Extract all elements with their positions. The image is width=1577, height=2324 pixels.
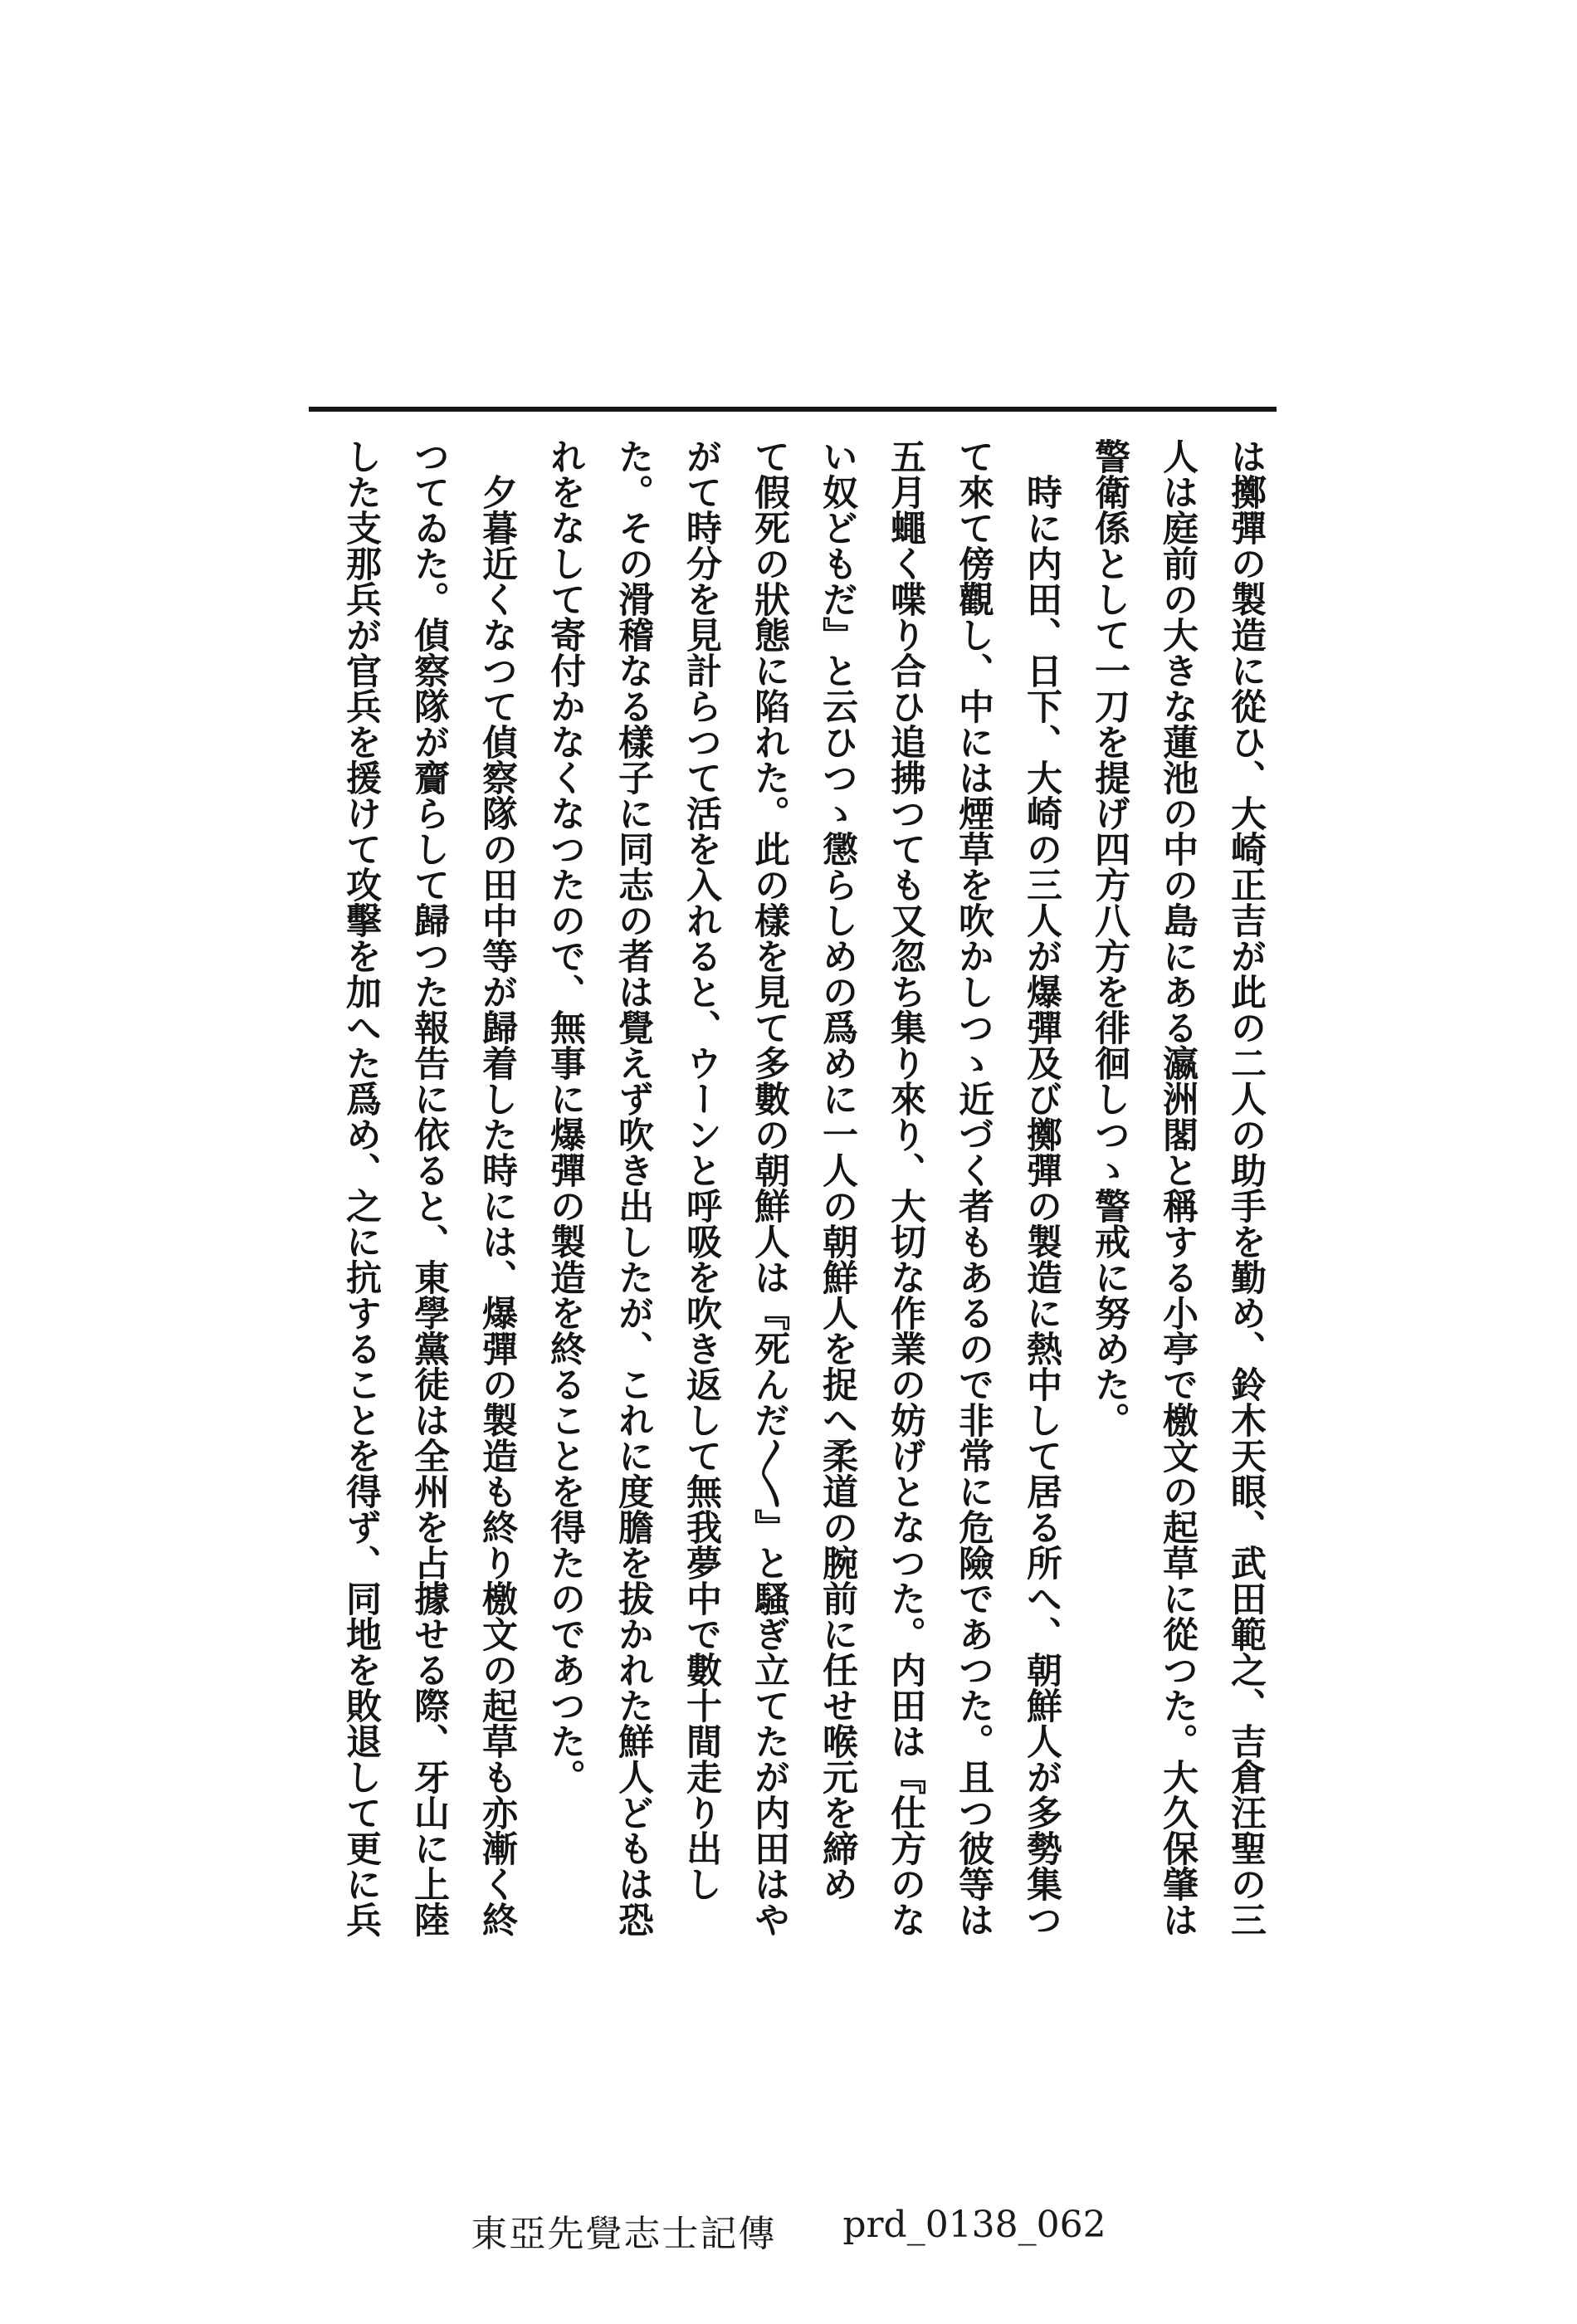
page-footer <box>0 2204 1577 2257</box>
text-column: い奴どもだ』と云ひつゝ懲らしめの爲めに一人の朝鮮人を捉へ柔道の腕前に任せ喉元を締め <box>817 438 858 1902</box>
vertical-text-block <box>315 438 1278 1982</box>
text-column: て假死の狀態に陷れた。此の樣を見て多數の朝鮮人は『死んだ〳〵』と騷ぎ立てたが内田はや <box>749 438 790 1937</box>
page-code: prd_0138_062 <box>842 2204 1106 2246</box>
text-column: した支那兵が官兵を援けて攻擊を加へた爲め、之に抗することを得ず、同地を敗退して更に兵 <box>340 438 382 1937</box>
header-rule <box>309 407 1277 412</box>
text-column: て來て傍觀し、中には煙草を吹かしつゝ近づく者もあるので非常に危險であつた。且つ彼等は <box>953 438 994 1937</box>
text-column: 警衛係として一刀を提げ四方八方を徘徊しつゝ警戒に努めた。 <box>1089 438 1130 1438</box>
text-column: つてゐた。偵察隊が齎らして歸つた報告に依ると、東學黨徒は全州を占據せる際、牙山に上陸 <box>408 438 450 1937</box>
text-column: 時に内田、日下、大崎の三人が爆彈及び擲彈の製造に熱中して居る所へ、朝鮮人が多勢集つ <box>1021 438 1062 1937</box>
text-column: は擲彈の製造に從ひ、大崎正吉が此の二人の助手を勤め、鈴木天眼、武田範之、吉倉汪聖の三 <box>1225 438 1267 1937</box>
text-column: 人は庭前の大きな蓮池の中の島にある瀛洲閣と稱する小亭で檄文の起草に從つた。大久保肇は <box>1157 438 1199 1937</box>
text-column: 五月蠅く喋り合ひ追拂つても又忽ち集り來り、大切な作業の妨げとなつた。内田は『仕方のな <box>885 438 926 1937</box>
text-column: た。その滑稽なる樣子に同志の者は覺えず吹き出したが、これに度膽を拔かれた鮮人どもは恐 <box>613 438 654 1937</box>
text-column: れをなして寄付かなくなつたので、無事に爆彈の製造を終ることを得たのであつた。 <box>544 438 586 1794</box>
book-title: 東亞先覺志士記傳 <box>471 2213 777 2255</box>
text-column: 夕暮近くなつて偵察隊の田中等が歸着した時には、爆彈の製造も終り檄文の起草も亦漸く終 <box>476 438 518 1937</box>
text-column: がて時分を見計らつて活を入れると、ウーンと呼吸を吹き返して無我夢中で數十間走り出し <box>681 438 722 1902</box>
